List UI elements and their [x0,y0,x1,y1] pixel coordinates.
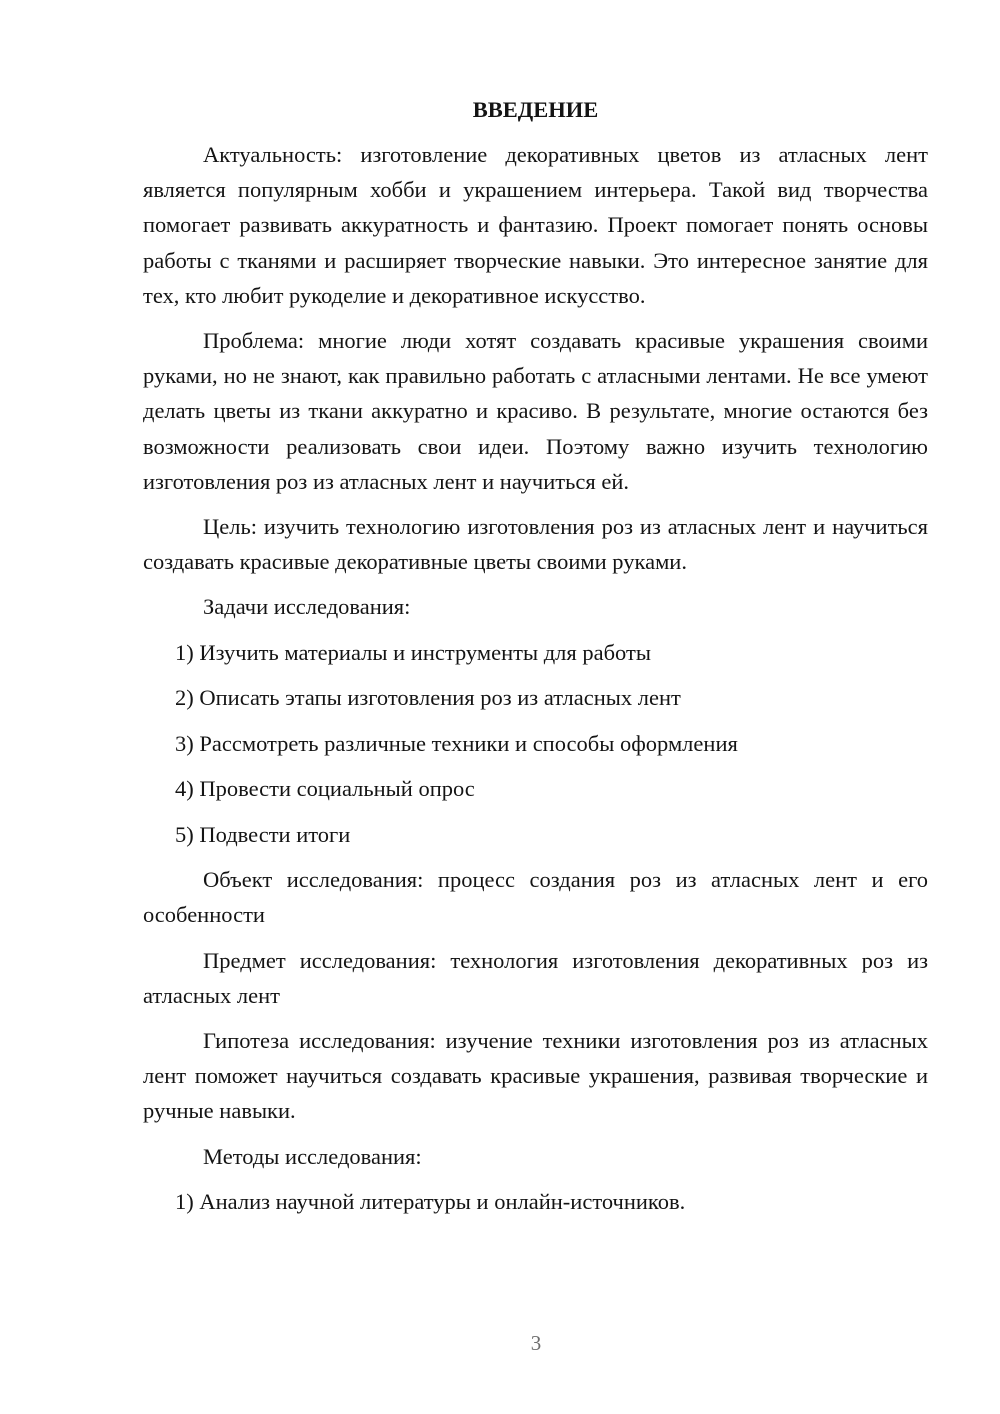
task-item: 1) Изучить материалы и инструменты для работы [175,639,651,665]
hypothesis-paragraph: Гипотеза исследования: изучение техники изготовления роз из атласных лент поможет научиться создавать красивые украшения, развивая творческие и ручные навыки. [143,1027,928,1124]
tasks-heading: Задачи исследования: [203,594,411,620]
page-title: ВВЕДЕНИЕ [472,97,599,122]
object-paragraph: Объект исследования: процесс создания роз из атласных лент и его особенности [143,867,928,928]
task-item: 4) Провести социальный опрос [175,776,475,802]
page-number: 3 [530,1331,542,1355]
relevance-paragraph: Актуальность: изготовление декоративных цветов из атласных лент является популярным хобби и украшением интерьера. Такой вид творчества помогает развивать аккуратность и фантазию. Проект помогает понять основы работы с тканями и расширяет творческие навыки. Это интересное занятие для тех, кто любит рукоделие и декоративное искусство. [143,142,928,308]
task-item: 5) Подвести итоги [175,821,351,847]
subject-paragraph: Предмет исследования: технология изготовления декоративных роз из атласных лент [143,947,928,1008]
goal-paragraph: Цель: изучить технологию изготовления роз из атласных лент и научиться создавать красивые декоративные цветы своими руками. [143,514,928,575]
task-item: 3) Рассмотреть различные техники и способы оформления [175,730,738,756]
problem-paragraph: Проблема: многие люди хотят создавать красивые украшения своими руками, но не знают, как правильно работать с атласными лентами. Не все умеют делать цветы из ткани аккуратно и красиво. В результате, многие остаются без возможности реализовать свои идеи. Поэтому важно изучить технологию изготовления роз из атласных лент и научиться ей. [143,328,928,494]
methods-heading: Методы исследования: [203,1143,422,1169]
page-content [143,92,928,1229]
task-item: 2) Описать этапы изготовления роз из атласных лент [175,685,681,711]
method-item: 1) Анализ научной литературы и онлайн-источников. [175,1188,686,1214]
